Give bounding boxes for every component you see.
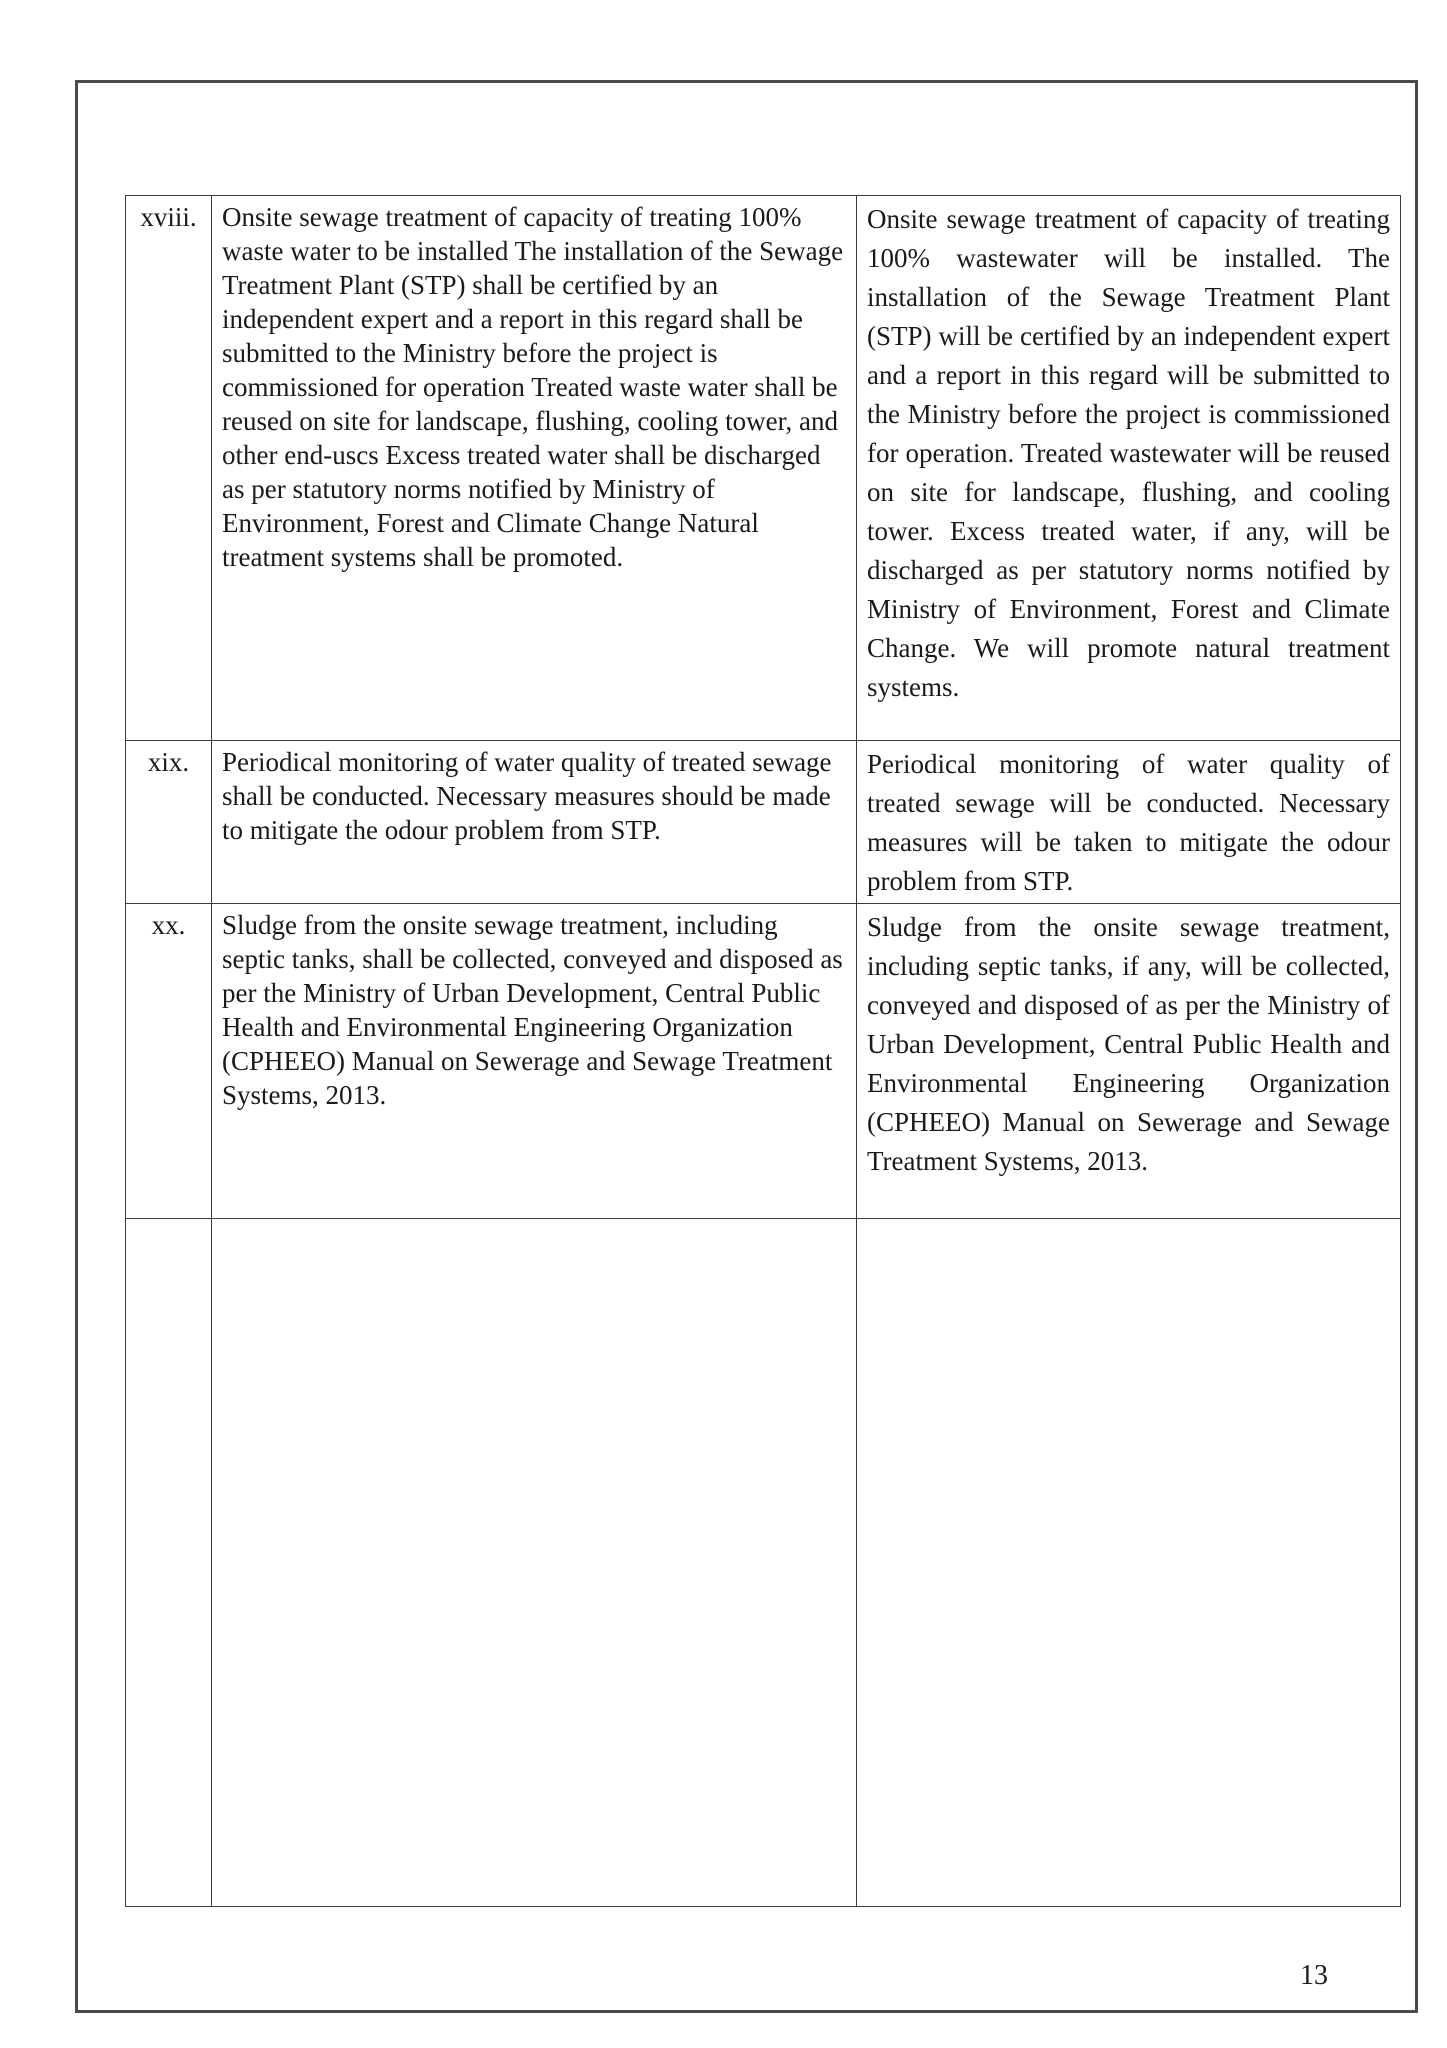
page-number: 13 [1300,1960,1328,1991]
empty-cell [857,1219,1401,1907]
condition-text: Sludge from the onsite sewage treatment, including septic tanks, shall be collected, conveyed and disposed as per the Ministry of Urban Development, Central Public Health and Environmental Engineering Organization (CPHEEO) Manual on Sewerage and Sewage Treatment Systems, 2013. [212,904,857,1219]
empty-table-row [126,1219,1401,1907]
response-text: Periodical monitoring of water quality of treated sewage will be conducted. Necessary measures will be taken to mitigate the odour problem from STP. [857,741,1401,904]
table-row [126,196,1401,741]
row-number: xix. [126,741,212,904]
row-number: xviii. [126,196,212,741]
condition-text: Onsite sewage treatment of capacity of treating 100% waste water to be installed The installation of the Sewage Treatment Plant (STP) shall be certified by an independent expert and a report in this regard shall be submitted to the Ministry before the project is commissioned for operation Treated waste water shall be reused on site for landscape, flushing, cooling tower, and other end-uscs Excess treated water shall be discharged as per statutory norms notified by Ministry of Environment, Forest and Climate Change Natural treatment systems shall be promoted. [212,196,857,741]
compliance-table [125,195,1401,1907]
empty-cell [212,1219,857,1907]
empty-cell [126,1219,212,1907]
row-number: xx. [126,904,212,1219]
compliance-table-wrapper [125,195,1400,1907]
response-text: Onsite sewage treatment of capacity of treating 100% wastewater will be installed. The installation of the Sewage Treatment Plant (STP) will be certified by an independent expert and a report in this regard will be submitted to the Ministry before the project is commissioned for operation. Treated wastewater will be reused on site for landscape, flushing, and cooling tower. Excess treated water, if any, will be discharged as per statutory norms notified by Ministry of Environment, Forest and Climate Change. We will promote natural treatment systems. [857,196,1401,741]
table-row [126,741,1401,904]
table-row [126,904,1401,1219]
condition-text: Periodical monitoring of water quality of treated sewage shall be conducted. Necessary measures should be made to mitigate the odour problem from STP. [212,741,857,904]
response-text: Sludge from the onsite sewage treatment, including septic tanks, if any, will be collected, conveyed and disposed of as per the Ministry of Urban Development, Central Public Health and Environmental Engineering Organization (CPHEEO) Manual on Sewerage and Sewage Treatment Systems, 2013. [857,904,1401,1219]
